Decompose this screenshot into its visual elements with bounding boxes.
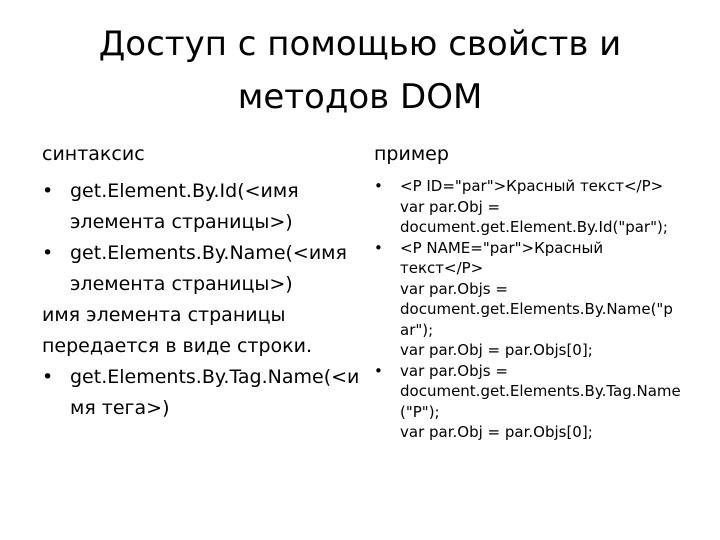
syntax-note-line: имя элемента страницы xyxy=(42,304,286,326)
bullet-icon: • xyxy=(374,361,383,380)
example-line: document.get.Elements.By.Name("p xyxy=(400,300,673,318)
example-item-by-id xyxy=(374,176,690,238)
bullet-icon: • xyxy=(42,180,54,202)
slide-title-line-2: методов DOM xyxy=(237,77,483,117)
slide-title xyxy=(60,18,660,124)
example-line: ("P"); xyxy=(400,402,440,421)
example-line: var par.Obj = par.Objs[0]; xyxy=(400,423,593,441)
example-line: var par.Objs = xyxy=(400,361,508,380)
example-column xyxy=(374,176,690,443)
bullet-icon: • xyxy=(42,366,54,388)
example-line: document.get.Elements.By.Tag.Name xyxy=(400,382,681,400)
syntax-note-line: передается в виде строки. xyxy=(42,335,313,357)
example-item-by-name xyxy=(374,238,690,361)
syntax-column xyxy=(42,176,362,424)
syntax-note xyxy=(42,300,362,362)
example-line: var par.Obj = xyxy=(400,197,501,216)
example-line: <P ID="par">Красный текст</P> xyxy=(400,177,664,195)
syntax-item-get-elements-by-tag-name xyxy=(42,362,362,424)
example-line: var par.Objs = xyxy=(400,279,508,298)
example-line: var par.Obj = par.Objs[0]; xyxy=(400,341,593,359)
syntax-line: мя тега>) xyxy=(70,397,170,419)
example-column-heading: пример xyxy=(374,143,449,165)
slide-title-line-1: Доступ с помощью свойств и xyxy=(98,24,622,64)
example-line: текст</P> xyxy=(400,259,484,277)
example-item-by-tag-name xyxy=(374,361,690,443)
example-line: ar"); xyxy=(400,320,434,339)
syntax-item-get-elements-by-name xyxy=(42,238,362,300)
syntax-line: элемента страницы>) xyxy=(70,211,293,233)
bullet-icon: • xyxy=(374,238,383,257)
example-line: <P NAME="par">Красный xyxy=(400,238,604,257)
syntax-line: get.Elements.By.Tag.Name(<и xyxy=(70,366,360,388)
example-line: document.get.Element.By.Id("par"); xyxy=(400,218,668,236)
bullet-icon: • xyxy=(374,177,383,195)
syntax-column-heading: синтаксис xyxy=(42,143,145,165)
syntax-item-get-element-by-id xyxy=(42,176,362,238)
syntax-line: get.Element.By.Id(<имя xyxy=(70,180,299,202)
syntax-line: get.Elements.By.Name(<имя xyxy=(70,242,347,264)
bullet-icon: • xyxy=(42,242,54,264)
syntax-line: элемента страницы>) xyxy=(70,273,293,295)
